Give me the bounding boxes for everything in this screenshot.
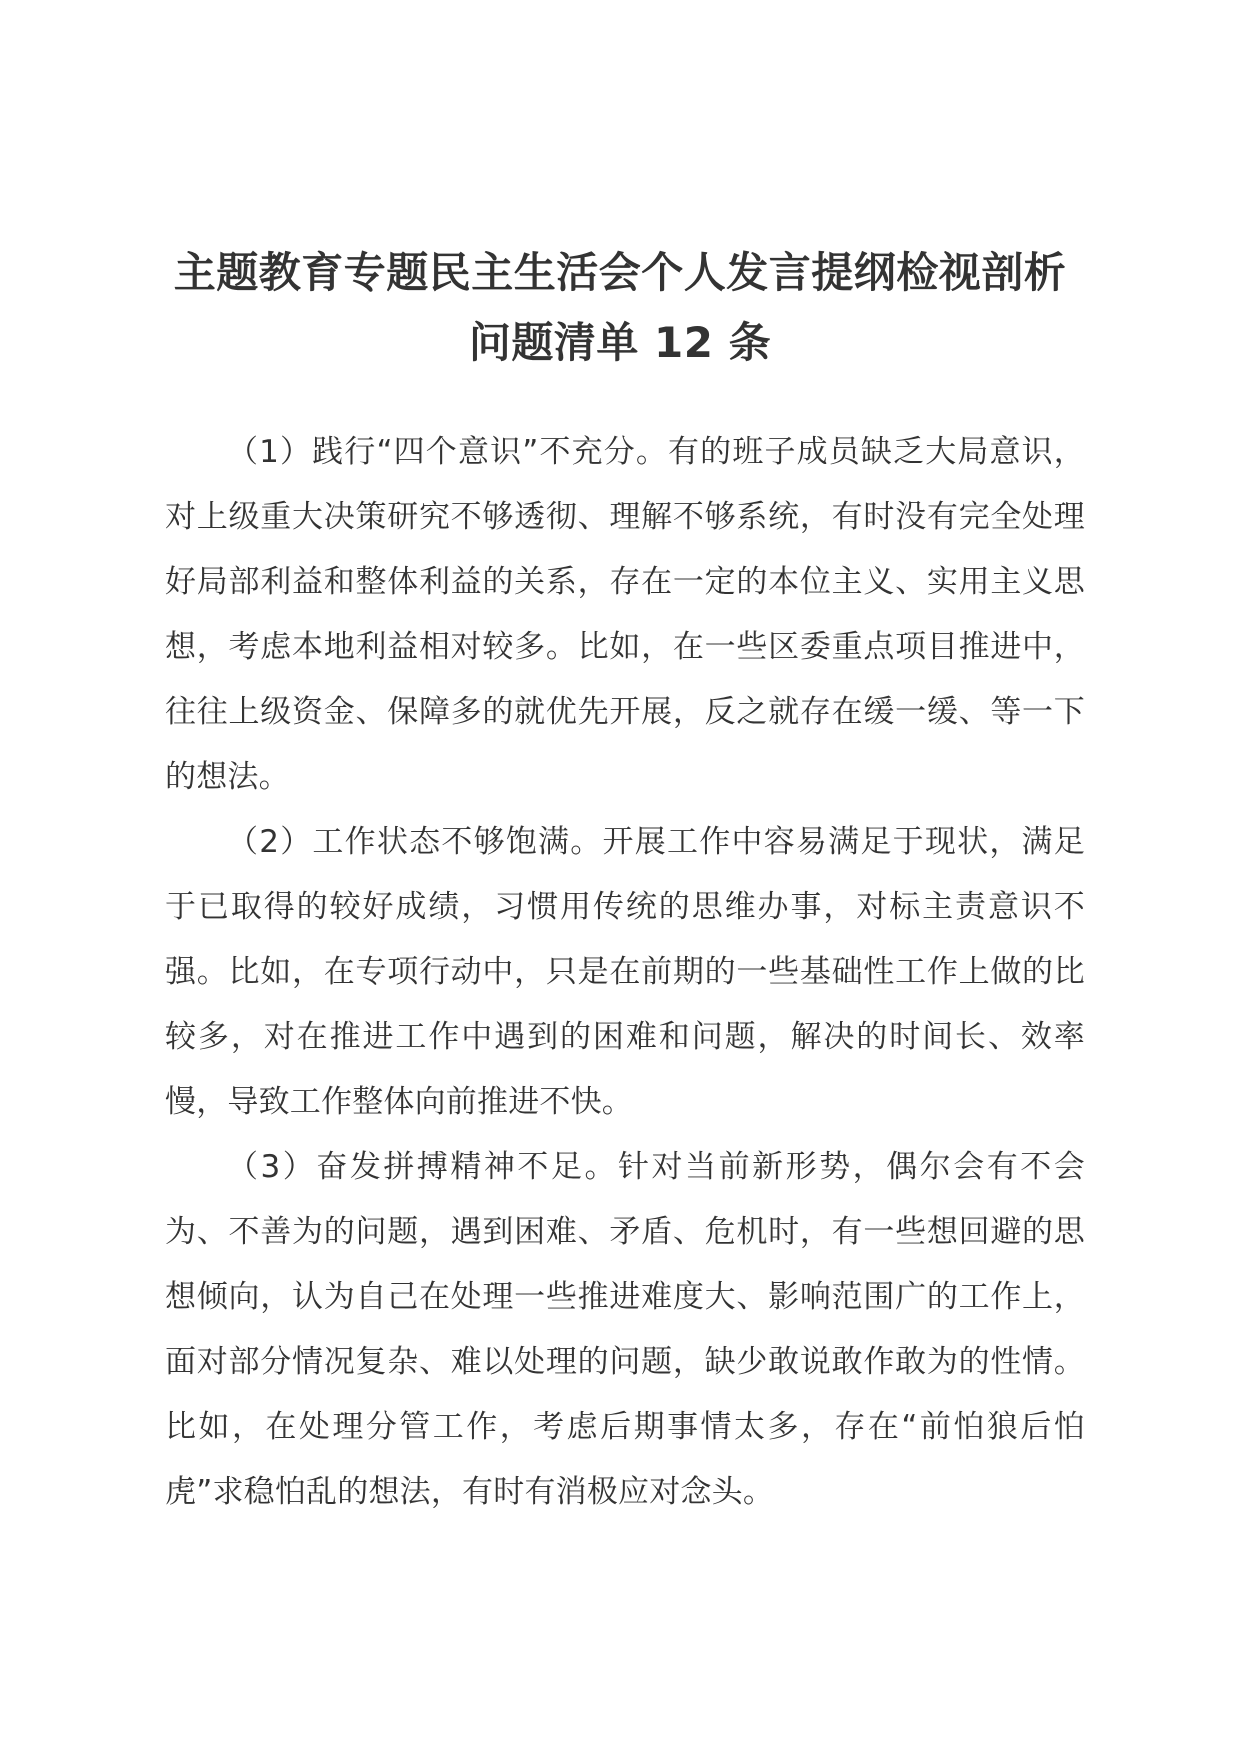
paragraph-3: （3）奋发拼搏精神不足。针对当前新形势，偶尔会有不会为、不善为的问题，遇到困难、矛盾、危机时，有一些想回避的思想倾向，认为自己在处理一些推进难度大、影响范围广的工作上，面对部分情况复杂、难以处理的问题，缺少敢说敢作敢为的性情。比如，在处理分管工作，考虑后期事情太多，存在“前怕狼后怕虎”求稳怕乱的想法，有时有消极应对念头。 [165,1149,1085,1510]
document-body [165,420,1085,1525]
paragraph-2: （2）工作状态不够饱满。开展工作中容易满足于现状，满足于已取得的较好成绩，习惯用传统的思维办事，对标主责意识不强。比如，在专项行动中，只是在前期的一些基础性工作上做的比较多，对在推进工作中遇到的困难和问题，解决的时间长、效率慢，导致工作整体向前推进不快。 [165,824,1085,1120]
document-title: 主题教育专题民主生活会个人发言提纲检视剖析问题清单 12 条 [173,248,1067,367]
paragraph-1: （1）践行“四个意识”不充分。有的班子成员缺乏大局意识，对上级重大决策研究不够透彻、理解不够系统，有时没有完全处理好局部利益和整体利益的关系，存在一定的本位主义、实用主义思想，考虑本地利益相对较多。比如，在一些区委重点项目推进中，往往上级资金、保障多的就优先开展，反之就存在缓一缓、等一下的想法。 [165,434,1085,795]
